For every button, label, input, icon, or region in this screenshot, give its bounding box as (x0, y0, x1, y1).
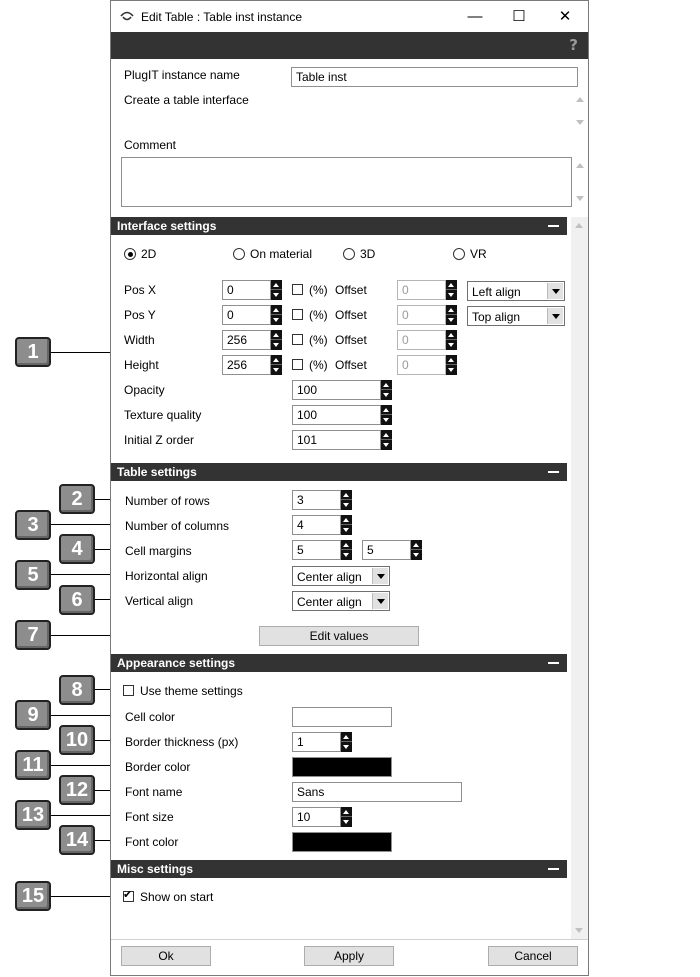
dropdown-icon[interactable] (372, 593, 388, 609)
spin-arrows-icon[interactable] (341, 807, 352, 827)
callout-13: 13 (15, 800, 51, 830)
vertical-align-select[interactable] (467, 306, 565, 326)
pos-y-offset-stepper[interactable] (397, 305, 457, 325)
dropdown-icon[interactable] (547, 283, 563, 299)
cell-margin-2-value[interactable]: 5 (362, 540, 411, 560)
callout-14: 14 (59, 825, 95, 855)
edit-values-button[interactable]: Edit values (259, 626, 419, 646)
pos-y-label: Pos Y (124, 308, 156, 322)
pos-y-offset-label: Offset (335, 308, 367, 322)
callout-6: 6 (59, 585, 95, 615)
pos-y-offset-value[interactable]: 0 (397, 305, 446, 325)
spin-arrows-icon[interactable] (341, 515, 352, 535)
spin-arrows-icon[interactable] (341, 490, 352, 510)
spin-arrows-icon[interactable] (446, 280, 457, 300)
spin-arrows-icon[interactable] (446, 330, 457, 350)
callout-4: 4 (59, 534, 95, 564)
misc-settings-header[interactable] (111, 860, 567, 878)
window-title: Edit Table : Table inst instance (141, 10, 302, 24)
height-label: Height (124, 358, 159, 372)
scroll-up-icon[interactable] (576, 97, 584, 102)
font-size-value[interactable]: 10 (292, 807, 341, 827)
apply-button[interactable]: Apply (304, 946, 394, 966)
horizontal-align-select[interactable] (467, 281, 565, 301)
radio-vr[interactable] (453, 248, 465, 260)
pos-x-value[interactable]: 0 (222, 280, 271, 300)
height-offset-label: Offset (335, 358, 367, 372)
table-horizontal-align-select[interactable] (292, 566, 390, 586)
appearance-settings-title: Appearance settings (117, 656, 236, 670)
radio-3d-label: 3D (360, 247, 376, 261)
height-offset-stepper[interactable] (397, 355, 457, 375)
opacity-value[interactable]: 100 (292, 380, 381, 400)
spin-arrows-icon[interactable] (341, 540, 352, 560)
radio-on-material-label: On material (250, 247, 313, 261)
font-color-swatch[interactable] (292, 832, 392, 852)
font-color-label: Font color (125, 835, 179, 849)
width-stepper[interactable] (222, 330, 282, 350)
collapse-icon[interactable] (548, 471, 559, 473)
pos-y-stepper[interactable] (222, 305, 282, 325)
font-size-label: Font size (125, 810, 174, 824)
vertical-align-label: Vertical align (125, 594, 194, 608)
texture-quality-label: Texture quality (124, 408, 202, 422)
horizontal-align-value: Left align (472, 285, 521, 299)
spin-arrows-icon[interactable] (271, 280, 282, 300)
height-offset-value[interactable]: 0 (397, 355, 446, 375)
horizontal-align-label: Horizontal align (125, 569, 208, 583)
radio-2d[interactable] (124, 248, 136, 260)
font-name-label: Font name (125, 785, 183, 799)
columns-stepper[interactable] (292, 515, 352, 535)
border-color-swatch[interactable] (292, 757, 392, 777)
show-on-start-label: Show on start (140, 890, 214, 904)
use-theme-checkbox[interactable] (123, 685, 134, 696)
opacity-stepper[interactable] (292, 380, 392, 400)
callout-5: 5 (15, 560, 51, 590)
pos-x-label: Pos X (124, 283, 157, 297)
cell-margin-1-value[interactable]: 5 (292, 540, 341, 560)
collapse-icon[interactable] (548, 662, 559, 664)
height-value[interactable]: 256 (222, 355, 271, 375)
texture-quality-value[interactable]: 100 (292, 405, 381, 425)
spin-arrows-icon[interactable] (271, 305, 282, 325)
pos-x-offset-label: Offset (335, 283, 367, 297)
font-size-stepper[interactable] (292, 807, 352, 827)
spin-arrows-icon[interactable] (446, 305, 457, 325)
texture-quality-stepper[interactable] (292, 405, 392, 425)
comment-label: Comment (124, 138, 177, 152)
misc-settings-title: Misc settings (117, 862, 194, 876)
border-thickness-value[interactable]: 1 (292, 732, 341, 752)
maximize-button[interactable]: ☐ (512, 8, 526, 25)
ok-button[interactable]: Ok (121, 946, 211, 966)
callout-3: 3 (15, 510, 51, 540)
radio-on-material[interactable] (233, 248, 245, 260)
height-percent-label: (%) (309, 358, 328, 372)
spin-arrows-icon[interactable] (271, 355, 282, 375)
radio-vr-label: VR (470, 247, 487, 261)
scroll-up-icon[interactable] (575, 223, 583, 228)
spin-arrows-icon[interactable] (411, 540, 422, 560)
description-text: Create a table interface (124, 93, 249, 107)
columns-value[interactable]: 4 (292, 515, 341, 535)
opacity-label: Opacity (124, 383, 165, 397)
width-percent-label: (%) (309, 333, 328, 347)
appearance-settings-header[interactable] (111, 654, 567, 672)
table-settings-header[interactable] (111, 463, 567, 481)
cell-margin-2-stepper[interactable] (362, 540, 422, 560)
cell-margin-1-stepper[interactable] (292, 540, 352, 560)
rows-value[interactable]: 3 (292, 490, 341, 510)
instance-name-input[interactable]: Table inst (291, 67, 578, 87)
dropdown-icon[interactable] (547, 308, 563, 324)
header-bar (111, 32, 588, 59)
table-horizontal-align-value: Center align (297, 570, 362, 584)
pos-x-stepper[interactable] (222, 280, 282, 300)
spin-arrows-icon[interactable] (341, 732, 352, 752)
height-percent-checkbox[interactable] (292, 359, 303, 370)
edit-table-dialog (110, 0, 589, 976)
rows-stepper[interactable] (292, 490, 352, 510)
spin-arrows-icon[interactable] (381, 430, 392, 450)
dropdown-icon[interactable] (372, 568, 388, 584)
pos-x-percent-checkbox[interactable] (292, 284, 303, 295)
show-on-start-checkbox[interactable] (123, 888, 134, 902)
spin-arrows-icon[interactable] (271, 330, 282, 350)
width-value[interactable]: 256 (222, 330, 271, 350)
pos-x-offset-value[interactable]: 0 (397, 280, 446, 300)
interface-settings-title: Interface settings (117, 219, 217, 233)
callout-15: 15 (15, 881, 51, 911)
border-color-label: Border color (125, 760, 191, 774)
width-percent-checkbox[interactable] (292, 334, 303, 345)
cell-margins-label: Cell margins (125, 544, 192, 558)
border-thickness-label: Border thickness (px) (125, 735, 239, 749)
cell-color-swatch[interactable] (292, 707, 392, 727)
description-scrollbar[interactable] (572, 91, 589, 131)
z-order-label: Initial Z order (124, 433, 195, 447)
radio-3d[interactable] (343, 248, 355, 260)
border-thickness-stepper[interactable] (292, 732, 352, 752)
spin-arrows-icon[interactable] (446, 355, 457, 375)
pos-x-offset-stepper[interactable] (397, 280, 457, 300)
footer-separator (111, 939, 588, 940)
scroll-down-icon[interactable] (576, 196, 584, 201)
pos-y-percent-checkbox[interactable] (292, 309, 303, 320)
font-name-input[interactable]: Sans (292, 782, 462, 802)
radio-2d-label: 2D (141, 247, 157, 261)
callout-11: 11 (15, 750, 51, 780)
table-vertical-align-select[interactable] (292, 591, 390, 611)
callout-2: 2 (59, 484, 95, 514)
instance-name-label: PlugIT instance name (124, 68, 240, 82)
scroll-up-icon[interactable] (576, 163, 584, 168)
scroll-down-icon[interactable] (575, 928, 583, 933)
table-vertical-align-value: Center align (297, 595, 362, 609)
cell-color-label: Cell color (125, 710, 176, 724)
callout-1: 1 (15, 337, 51, 367)
scroll-down-icon[interactable] (576, 120, 584, 125)
pos-y-value[interactable]: 0 (222, 305, 271, 325)
z-order-value[interactable]: 101 (292, 430, 381, 450)
radio-dot (128, 252, 133, 257)
width-offset-label: Offset (335, 333, 367, 347)
spin-arrows-icon[interactable] (381, 380, 392, 400)
use-theme-label: Use theme settings (140, 684, 243, 698)
interface-settings-header[interactable] (111, 217, 567, 235)
callout-8: 8 (59, 675, 95, 705)
app-icon (120, 11, 134, 21)
collapse-icon[interactable] (548, 225, 559, 227)
comment-scrollbar[interactable] (572, 157, 589, 207)
pos-x-percent-label: (%) (309, 283, 328, 297)
width-label: Width (124, 333, 155, 347)
height-stepper[interactable] (222, 355, 282, 375)
collapse-icon[interactable] (548, 868, 559, 870)
callout-12: 12 (59, 775, 95, 805)
title-bar (111, 1, 588, 32)
main-scrollbar[interactable] (571, 217, 588, 939)
table-settings-title: Table settings (117, 465, 197, 479)
comment-textarea[interactable] (121, 157, 572, 207)
columns-label: Number of columns (125, 519, 230, 533)
callout-7: 7 (15, 620, 51, 650)
width-offset-stepper[interactable] (397, 330, 457, 350)
vertical-align-value: Top align (472, 310, 521, 324)
spin-arrows-icon[interactable] (381, 405, 392, 425)
callout-9: 9 (15, 700, 51, 730)
z-order-stepper[interactable] (292, 430, 392, 450)
minimize-button[interactable]: — (467, 8, 483, 25)
cancel-button[interactable]: Cancel (488, 946, 578, 966)
help-icon[interactable]: ? (569, 36, 578, 54)
checkmark-icon: ✔ (123, 888, 133, 901)
pos-y-percent-label: (%) (309, 308, 328, 322)
callout-10: 10 (59, 725, 95, 755)
rows-label: Number of rows (125, 494, 210, 508)
close-button[interactable]: ✕ (558, 8, 572, 25)
width-offset-value[interactable]: 0 (397, 330, 446, 350)
